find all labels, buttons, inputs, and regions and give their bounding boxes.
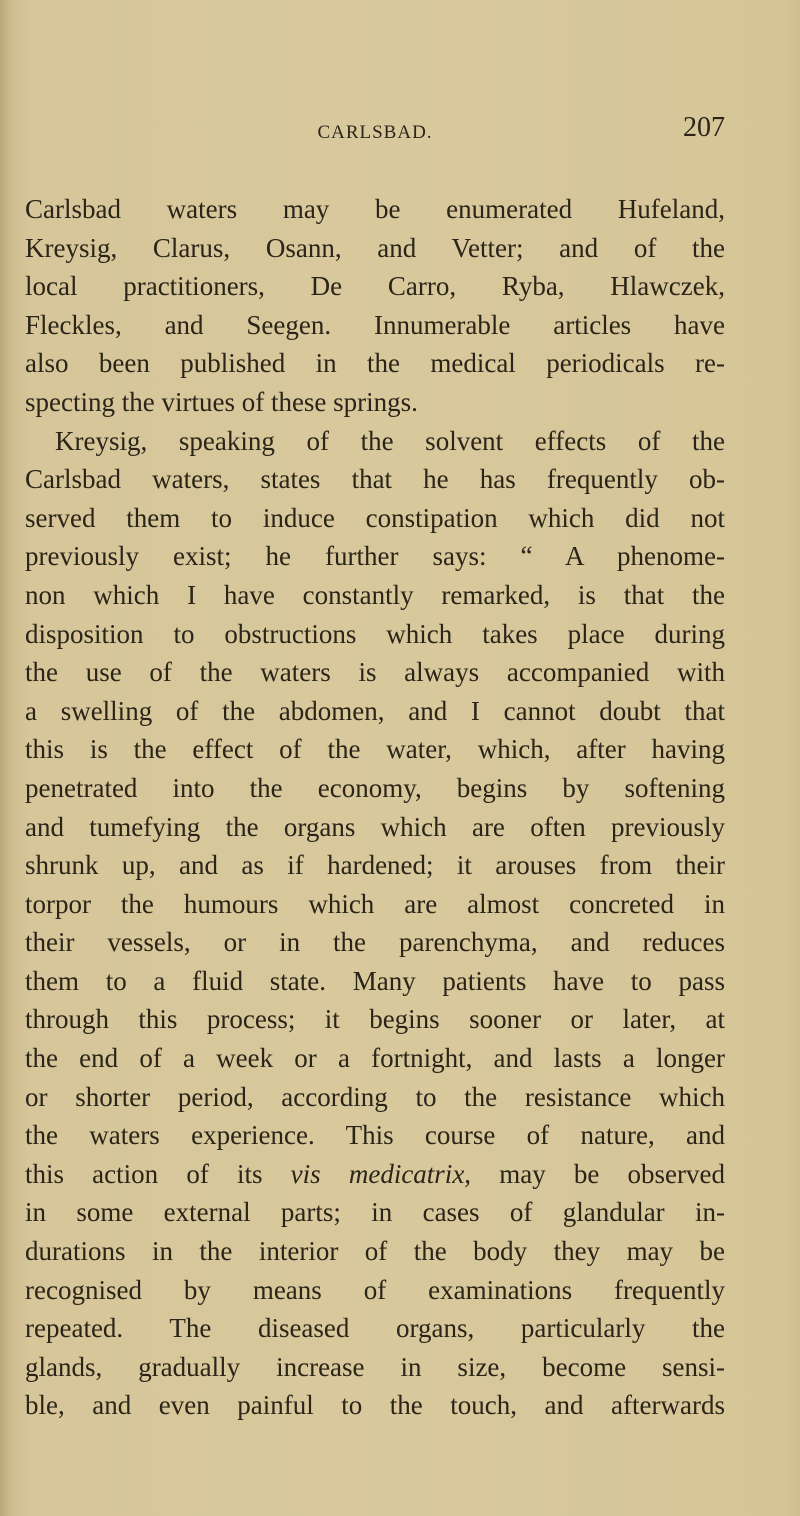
text-line: a swelling of the abdomen, and I cannot doubt that — [25, 695, 725, 726]
text-line: ble, and even painful to the touch, and afterwards — [25, 1390, 725, 1421]
text-line: their vessels, or in the parenchyma, and reduces — [25, 927, 725, 958]
text-line: through this process; it begins sooner or later, at — [25, 1004, 725, 1035]
text-line: torpor the humours which are almost concreted in — [25, 888, 725, 919]
text-line: repeated. The diseased organs, particularly the — [25, 1313, 725, 1344]
text-line: them to a fluid state. Many patients have to pass — [25, 965, 725, 996]
text-line: glands, gradually increase in size, become sensi- — [25, 1351, 725, 1382]
text-line: previously exist; he further says: “ A phenome- — [25, 541, 725, 572]
text-line: or shorter period, according to the resistance which — [25, 1081, 725, 1112]
text-line: also been published in the medical periodicals re- — [25, 348, 725, 379]
text-line: shrunk up, and as if hardened; it arouses from their — [25, 850, 725, 881]
text-line: Kreysig, Clarus, Osann, and Vetter; and of the — [25, 232, 725, 263]
page-header — [25, 112, 725, 148]
text-line: the use of the waters is always accompanied with — [25, 657, 725, 688]
page-number: 207 — [683, 112, 725, 143]
text-line: the waters experience. This course of nature, and — [25, 1120, 725, 1151]
text-line: non which I have constantly remarked, is that the — [25, 579, 725, 610]
text-line: Carlsbad waters may be enumerated Hufeland, — [25, 194, 725, 224]
text-line: disposition to obstructions which takes place during — [25, 618, 725, 649]
text-line — [25, 1155, 725, 1194]
text-line: Carlsbad waters, states that he has frequently ob- — [25, 464, 725, 495]
text-line: durations in the interior of the body they may be — [25, 1236, 725, 1267]
text-line: this is the effect of the water, which, after having — [25, 734, 725, 765]
text-line: specting the virtues of these springs. — [25, 386, 418, 417]
text-segment: may be observed — [471, 1158, 725, 1189]
body-text — [25, 190, 725, 1425]
italic-phrase: vis medicatrix, — [290, 1158, 472, 1189]
text-line: in some external parts; in cases of glandular in- — [25, 1197, 725, 1228]
text-line: served them to induce constipation which did not — [25, 502, 725, 533]
text-line: Kreysig, speaking of the solvent effects of the — [55, 425, 725, 456]
text-line: penetrated into the economy, begins by softening — [25, 772, 725, 803]
text-segment: this action of its — [25, 1158, 291, 1189]
running-title: CARLSBAD. — [317, 122, 433, 143]
text-line: local practitioners, De Carro, Ryba, Hlawczek, — [25, 271, 725, 302]
text-line: the end of a week or a fortnight, and lasts a longer — [25, 1043, 725, 1074]
text-line: and tumefying the organs which are often previously — [25, 811, 725, 842]
text-line: recognised by means of examinations frequently — [25, 1274, 725, 1305]
text-line: Fleckles, and Seegen. Innumerable articles have — [25, 309, 725, 340]
